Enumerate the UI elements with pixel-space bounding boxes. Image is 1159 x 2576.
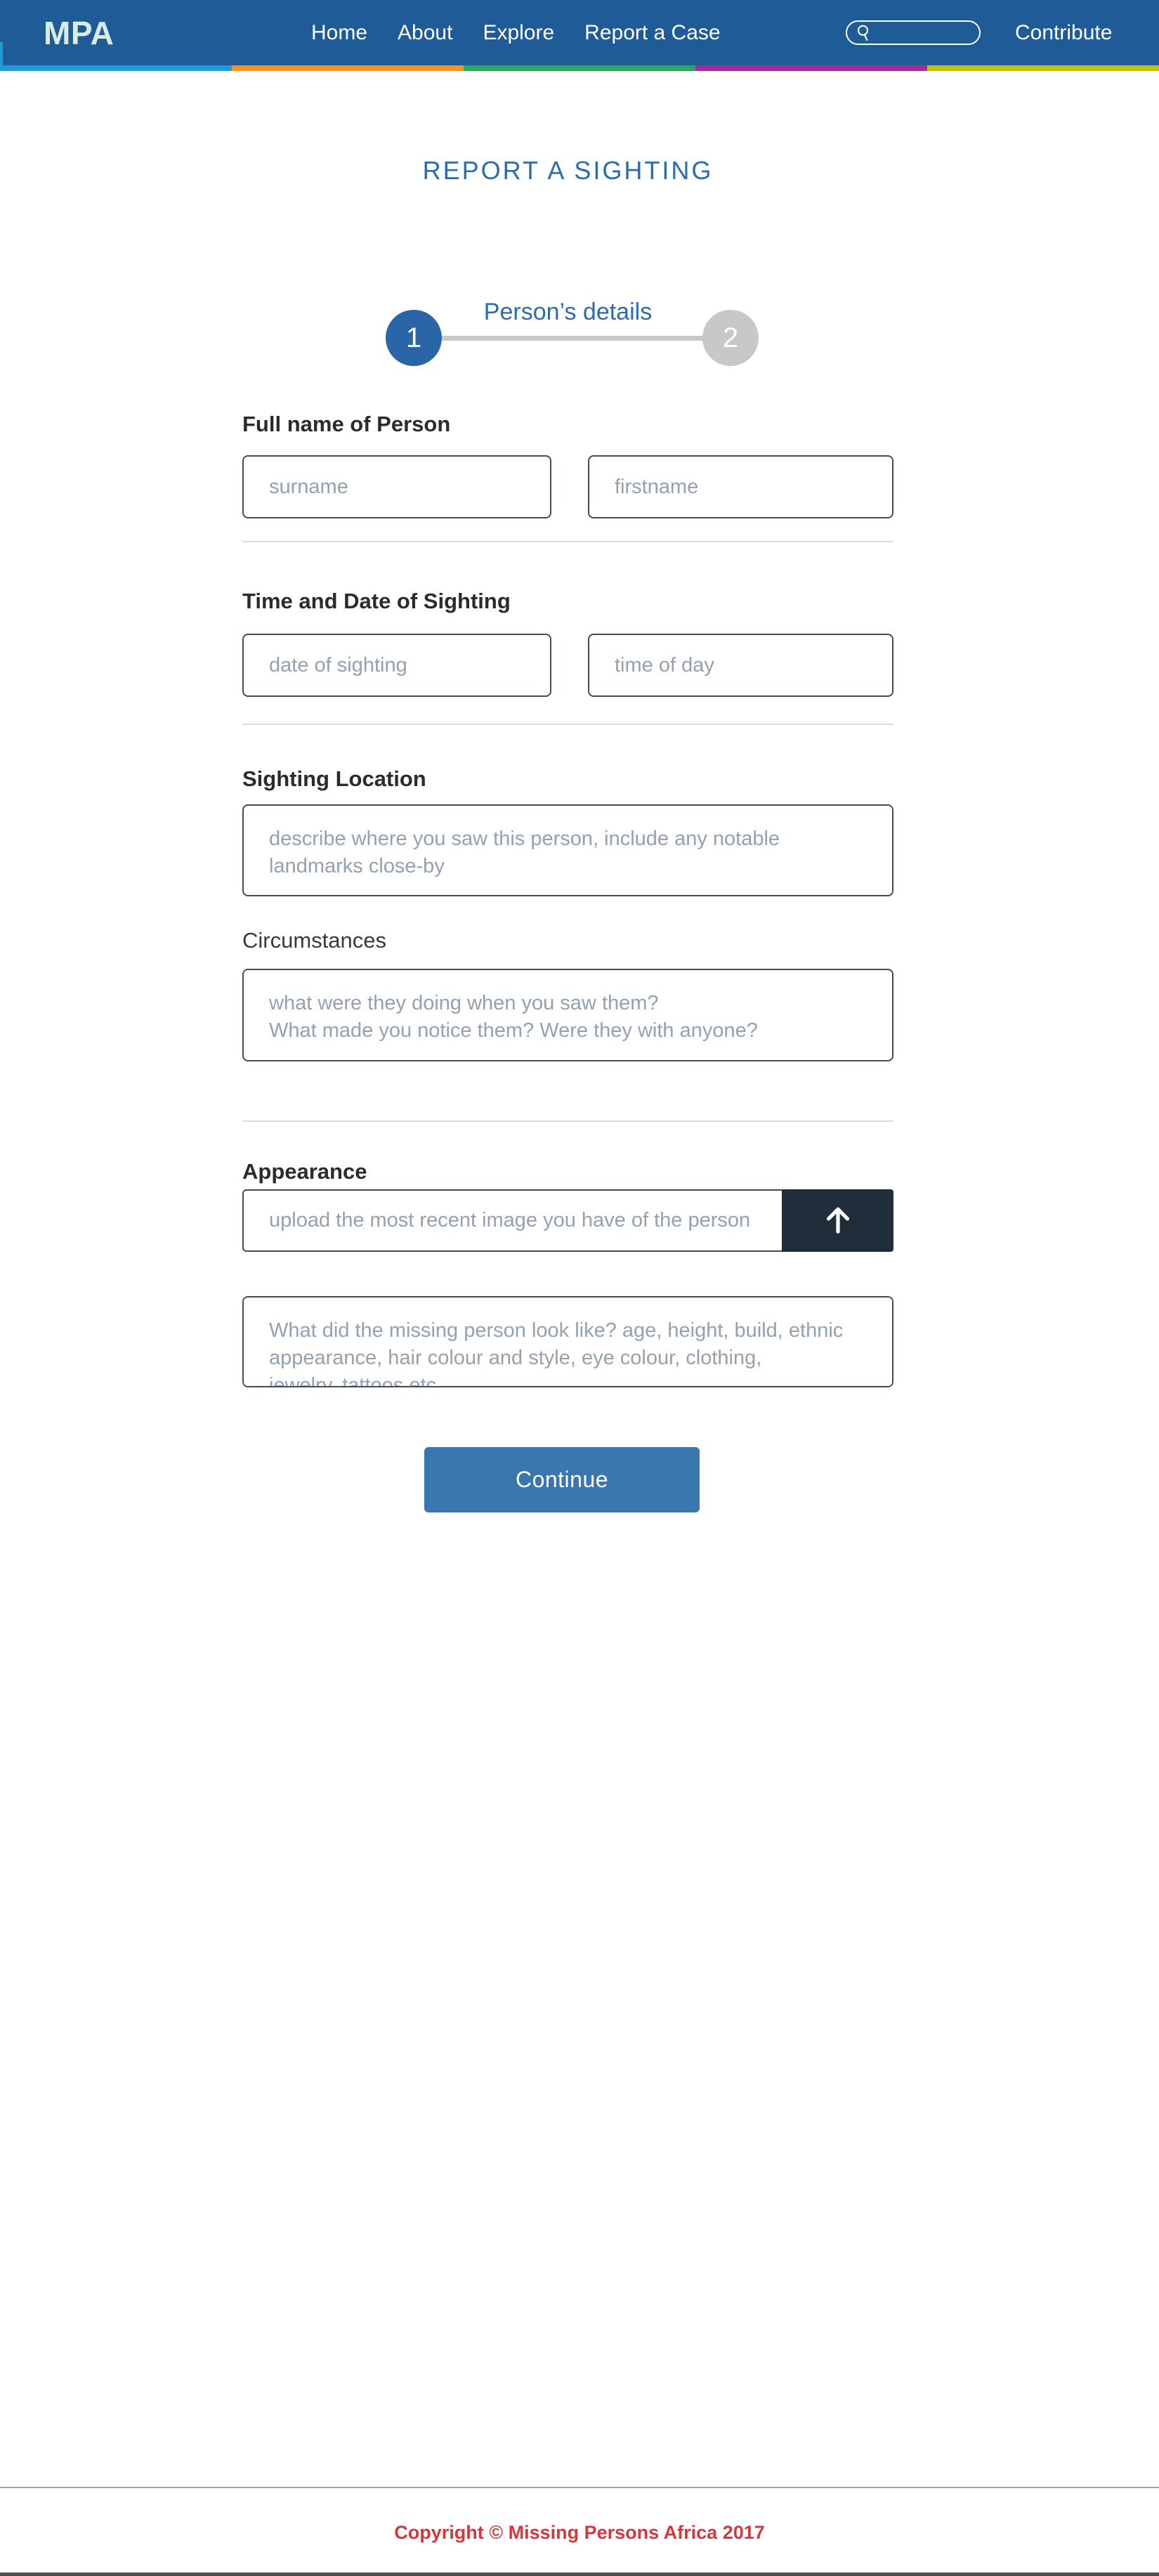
stepper-connector bbox=[414, 336, 731, 341]
main-nav bbox=[311, 0, 721, 65]
nav-item-home[interactable]: Home bbox=[311, 20, 368, 44]
upload-row bbox=[242, 1189, 893, 1252]
step-1-indicator[interactable] bbox=[386, 310, 442, 366]
top-nav-bar bbox=[0, 0, 1159, 65]
nav-item-contribute[interactable]: Contribute bbox=[1015, 20, 1113, 44]
sighting-location-label: Sighting Location bbox=[242, 766, 426, 792]
accent-stripe-segment-orange bbox=[232, 65, 464, 71]
search-box[interactable] bbox=[846, 20, 981, 45]
step-2-indicator[interactable] bbox=[702, 310, 759, 366]
circumstances-textarea[interactable] bbox=[242, 969, 893, 1061]
nav-item-about[interactable]: About bbox=[398, 20, 453, 44]
time-date-row bbox=[242, 634, 893, 697]
accent-stripe-segment-yellow bbox=[927, 65, 1159, 71]
footer-bottom-bar bbox=[0, 2572, 1159, 2576]
date-of-sighting-input[interactable] bbox=[242, 634, 551, 697]
full-name-label: Full name of Person bbox=[242, 412, 451, 436]
nav-item-explore[interactable]: Explore bbox=[483, 20, 555, 44]
upload-filename-input[interactable] bbox=[242, 1189, 782, 1252]
accent-stripe-segment-blue bbox=[0, 65, 232, 71]
circumstances-label: Circumstances bbox=[242, 927, 386, 953]
continue-button[interactable]: Continue bbox=[424, 1447, 700, 1512]
stepper bbox=[242, 297, 893, 367]
footer-divider bbox=[0, 2487, 1159, 2488]
full-name-row bbox=[242, 455, 893, 518]
accent-stripe-segment-green bbox=[464, 65, 695, 71]
firstname-input[interactable] bbox=[588, 455, 893, 518]
surname-input[interactable] bbox=[242, 455, 551, 518]
left-edge-accent bbox=[0, 42, 3, 71]
time-of-day-input[interactable] bbox=[588, 634, 893, 697]
nav-item-report-a-case[interactable]: Report a Case bbox=[584, 20, 721, 44]
stepper-label: Person’s details bbox=[483, 299, 653, 325]
step-2-number: 2 bbox=[722, 322, 739, 353]
section-divider bbox=[242, 724, 893, 725]
appearance-label: Appearance bbox=[242, 1158, 367, 1184]
accent-stripe bbox=[0, 65, 1159, 71]
form-column bbox=[242, 156, 893, 1512]
upload-arrow-icon bbox=[820, 1201, 856, 1240]
step-1-number: 1 bbox=[405, 322, 422, 353]
appearance-textarea[interactable] bbox=[242, 1296, 893, 1387]
accent-stripe-segment-magenta bbox=[695, 65, 927, 71]
logo[interactable]: MPA bbox=[44, 14, 114, 51]
copyright-text: Copyright © Missing Persons Africa 2017 bbox=[394, 2522, 765, 2543]
section-divider bbox=[242, 541, 893, 542]
time-date-label: Time and Date of Sighting bbox=[242, 589, 511, 614]
upload-button[interactable] bbox=[782, 1189, 893, 1252]
search-icon bbox=[854, 22, 875, 44]
section-divider bbox=[242, 1120, 893, 1122]
search-input[interactable] bbox=[875, 24, 974, 42]
page-title: REPORT A SIGHTING bbox=[422, 156, 714, 185]
sighting-location-textarea[interactable] bbox=[242, 804, 893, 896]
